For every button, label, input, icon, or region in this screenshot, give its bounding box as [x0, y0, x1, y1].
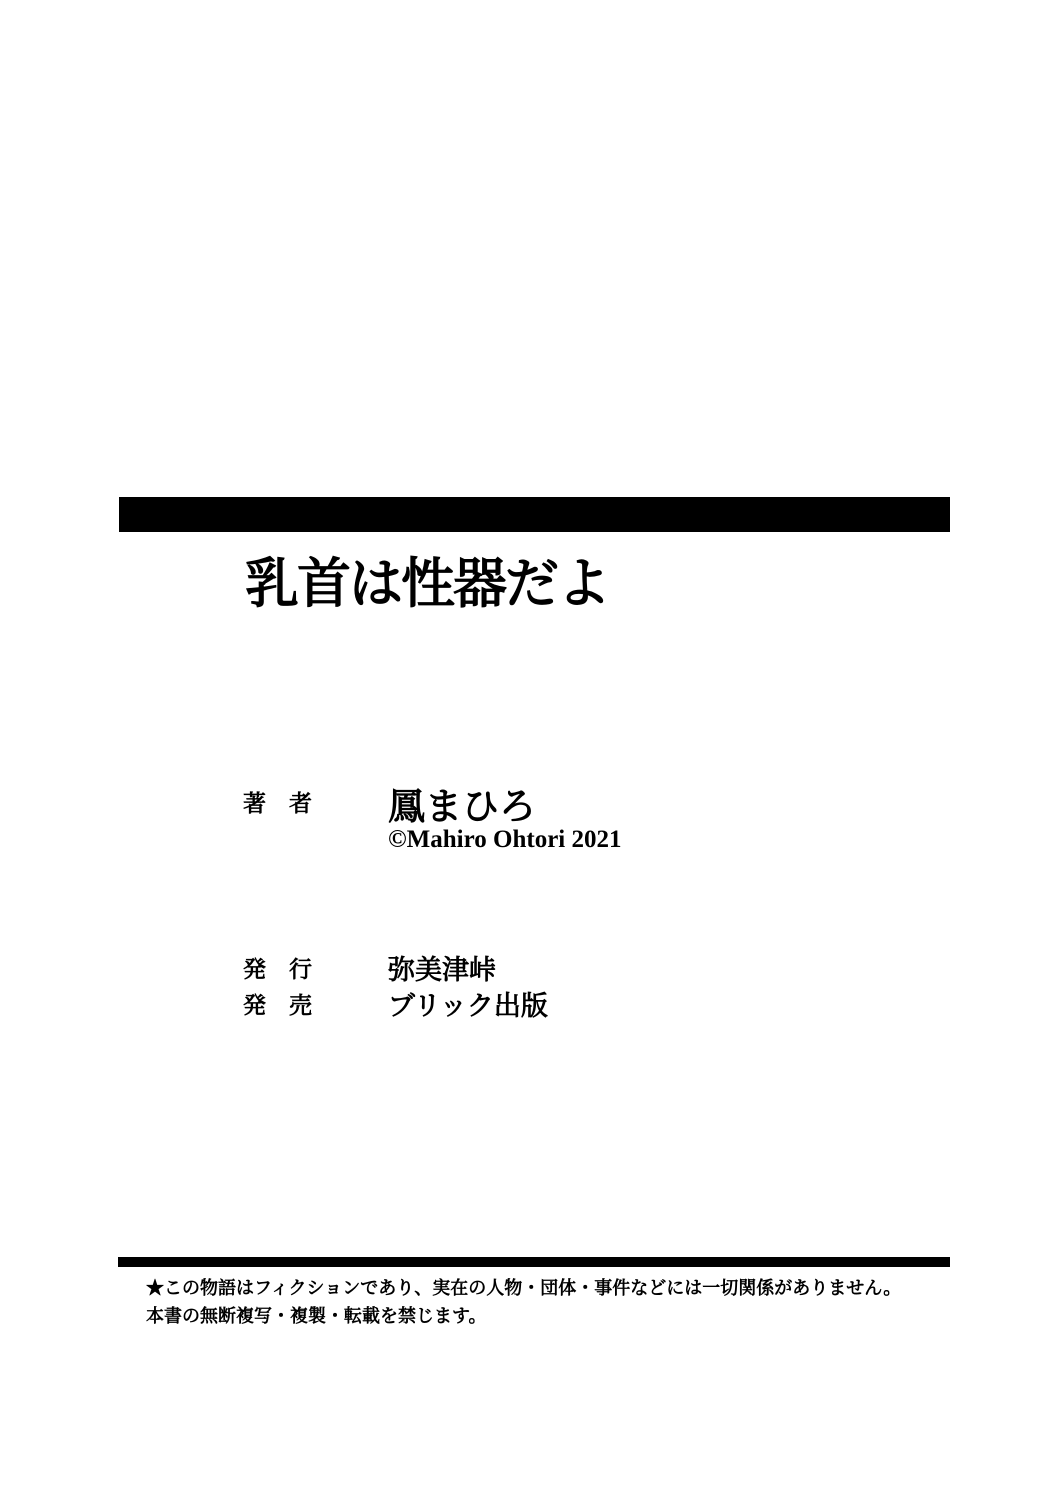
distributor-name: ブリック出版 — [388, 991, 548, 1021]
disclaimer-line-1: ★この物語はフィクションであり、実在の人物・団体・事件などには一切関係がありません。 — [146, 1278, 902, 1298]
disclaimer-block — [146, 1274, 901, 1330]
copyright-notice: ©Mahiro Ohtori 2021 — [388, 826, 622, 853]
distributor-label: 発 売 — [243, 993, 312, 1018]
bottom-divider-bar — [118, 1257, 950, 1267]
publisher-label: 発 行 — [243, 957, 312, 982]
disclaimer-line-2: 本書の無断複写・複製・転載を禁じます。 — [146, 1306, 487, 1326]
book-title: 乳首は性器だよ — [245, 554, 609, 614]
author-name: 鳳まひろ — [388, 787, 536, 828]
author-label: 著 者 — [243, 791, 312, 816]
top-divider-bar — [119, 497, 950, 532]
publisher-name: 弥美津峠 — [388, 955, 496, 985]
